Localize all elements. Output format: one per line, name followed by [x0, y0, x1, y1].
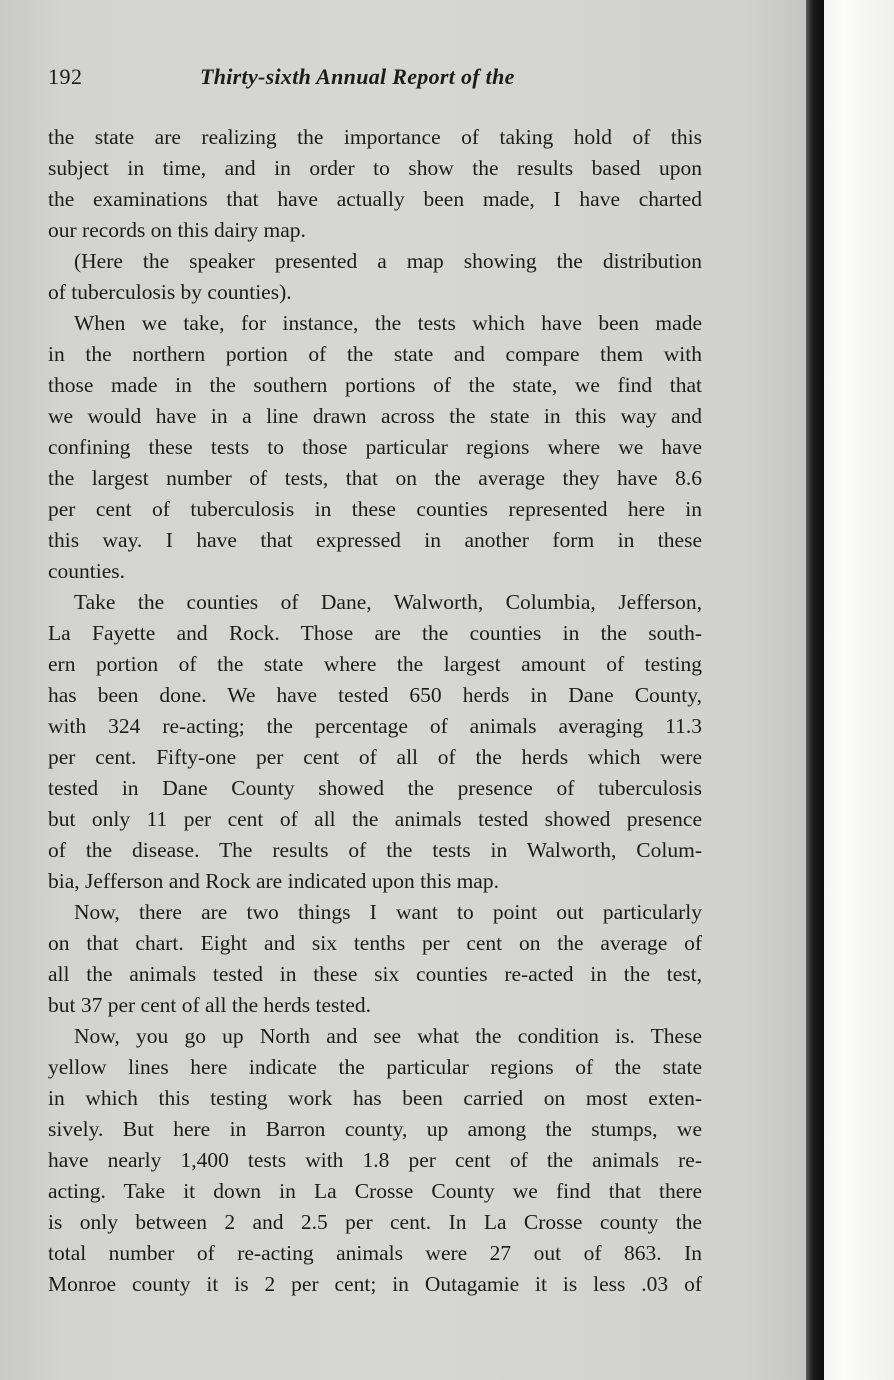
text-line: sively. But here in Barron county, up among the stumps, we [48, 1117, 702, 1141]
text-line: but 37 per cent of all the herds tested. [48, 993, 371, 1017]
text-line: Now, you go up North and see what the condition is. These [74, 1024, 702, 1048]
text-line: (Here the speaker presented a map showing the distribution [74, 249, 702, 273]
text-line: counties. [48, 559, 126, 583]
text-line: our records on this dairy map. [48, 218, 306, 242]
text-line: this way. I have that expressed in another form in these [48, 528, 702, 552]
text-line: with 324 re-acting; the percentage of animals averaging 11.3 [48, 714, 702, 738]
text-line: Monroe county it is 2 per cent; in Outagamie it is less .03 of [48, 1272, 702, 1296]
text-line: we would have in a line drawn across the state in this way and [48, 404, 702, 428]
text-line: Take the counties of Dane, Walworth, Columbia, Jefferson, [74, 590, 702, 614]
text-line: those made in the southern portions of the state, we find that [48, 373, 702, 397]
text-line: the state are realizing the importance of taking hold of this [48, 125, 702, 149]
text-line: has been done. We have tested 650 herds in Dane County, [48, 683, 702, 707]
text-line: of the disease. The results of the tests in Walworth, Colum- [48, 838, 702, 862]
page-header [48, 64, 708, 98]
body-text [48, 122, 702, 1300]
text-line: subject in time, and in order to show the results based upon [48, 156, 702, 180]
text-line: is only between 2 and 2.5 per cent. In La Crosse county the [48, 1210, 702, 1234]
text-line: yellow lines here indicate the particular regions of the state [48, 1055, 702, 1079]
book-binding [806, 0, 824, 1380]
running-title: Thirty-sixth Annual Report of the [200, 64, 515, 89]
text-line: ern portion of the state where the largest amount of testing [48, 652, 702, 676]
page-number: 192 [48, 64, 83, 89]
text-line: of tuberculosis by counties). [48, 280, 292, 304]
text-line: have nearly 1,400 tests with 1.8 per cent of the animals re- [48, 1148, 702, 1172]
text-line: per cent. Fifty-one per cent of all of the herds which were [48, 745, 702, 769]
text-line: all the animals tested in these six counties re-acted in the test, [48, 962, 702, 986]
text-line: the examinations that have actually been made, I have charted [48, 187, 702, 211]
text-line: When we take, for instance, the tests which have been made [74, 311, 702, 335]
text-line: in which this testing work has been carried on most exten- [48, 1086, 702, 1110]
text-line: tested in Dane County showed the presence of tuberculosis [48, 776, 702, 800]
text-line: on that chart. Eight and six tenths per cent on the average of [48, 931, 702, 955]
text-line: the largest number of tests, that on the average they have 8.6 [48, 466, 702, 490]
text-line: acting. Take it down in La Crosse County we find that there [48, 1179, 702, 1203]
text-line: but only 11 per cent of all the animals tested showed presence [48, 807, 702, 831]
text-line: Now, there are two things I want to point out particularly [74, 900, 702, 924]
text-line: confining these tests to those particular regions where we have [48, 435, 702, 459]
text-line: bia, Jefferson and Rock are indicated upon this map. [48, 869, 499, 893]
page-edge [824, 0, 894, 1380]
text-line: in the northern portion of the state and compare them with [48, 342, 702, 366]
text-line: total number of re-acting animals were 27 out of 863. In [48, 1241, 702, 1265]
text-line: per cent of tuberculosis in these counties represented here in [48, 497, 702, 521]
text-line: La Fayette and Rock. Those are the counties in the south- [48, 621, 702, 645]
